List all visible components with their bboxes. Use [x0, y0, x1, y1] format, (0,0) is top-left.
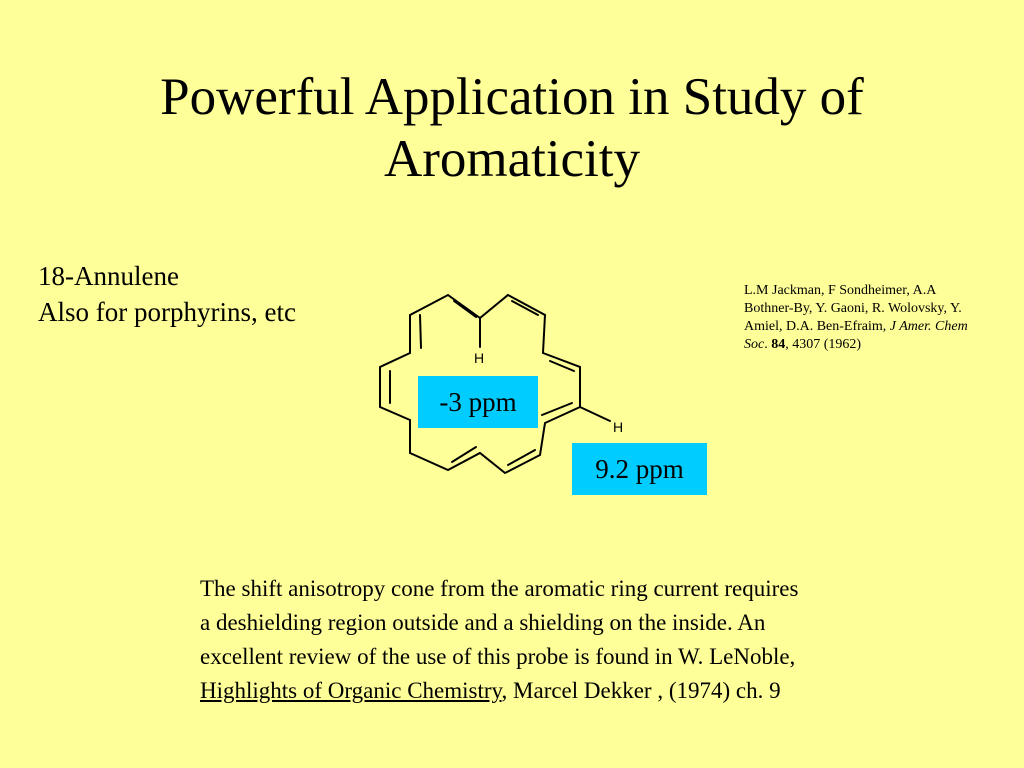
- bond-to-outer-h: [580, 407, 610, 421]
- double-bond: [420, 315, 421, 348]
- citation: [744, 282, 974, 354]
- subject-line-2: Also for porphyrins, etc: [38, 297, 296, 327]
- explanation-part-2: , Marcel Dekker , (1974) ch. 9: [501, 678, 781, 703]
- outer-hydrogen-label: H: [613, 419, 624, 435]
- citation-dot: .: [764, 337, 772, 352]
- subject-text: [38, 258, 296, 330]
- double-bond: [508, 450, 535, 465]
- citation-pages-year: , 4307 (1962): [785, 337, 862, 352]
- slide-title: [0, 66, 1024, 190]
- explanation-part-1: The shift anisotropy cone from the aromatic ring current requires a deshielding region outside and a shielding on the inside. An excellent review of the use of this probe is found in W. LeNoble,: [200, 576, 799, 669]
- citation-authors: L.M Jackman, F Sondheimer, A.A Bothner-By, Y. Gaoni, R. Wolovsky, Y. Amiel, D.A. Ben-Efraim,: [744, 283, 962, 334]
- inner-proton-shift-label: -3 ppm: [418, 376, 538, 428]
- double-bond: [452, 447, 476, 462]
- title-line-2: Aromaticity: [383, 130, 641, 188]
- title-line-1: Powerful Application in Study of: [160, 68, 864, 126]
- subject-line-1: 18-Annulene: [38, 261, 179, 291]
- double-bond: [454, 301, 476, 317]
- book-title-link[interactable]: Highlights of Organic Chemistry: [200, 678, 502, 703]
- explanation-text: [200, 572, 810, 708]
- citation-volume: 84: [771, 337, 786, 352]
- citation-journal: J Amer. Chem Soc: [744, 319, 968, 352]
- inner-hydrogen-label: H: [474, 350, 485, 366]
- outer-proton-shift-label: 9.2 ppm: [572, 443, 707, 495]
